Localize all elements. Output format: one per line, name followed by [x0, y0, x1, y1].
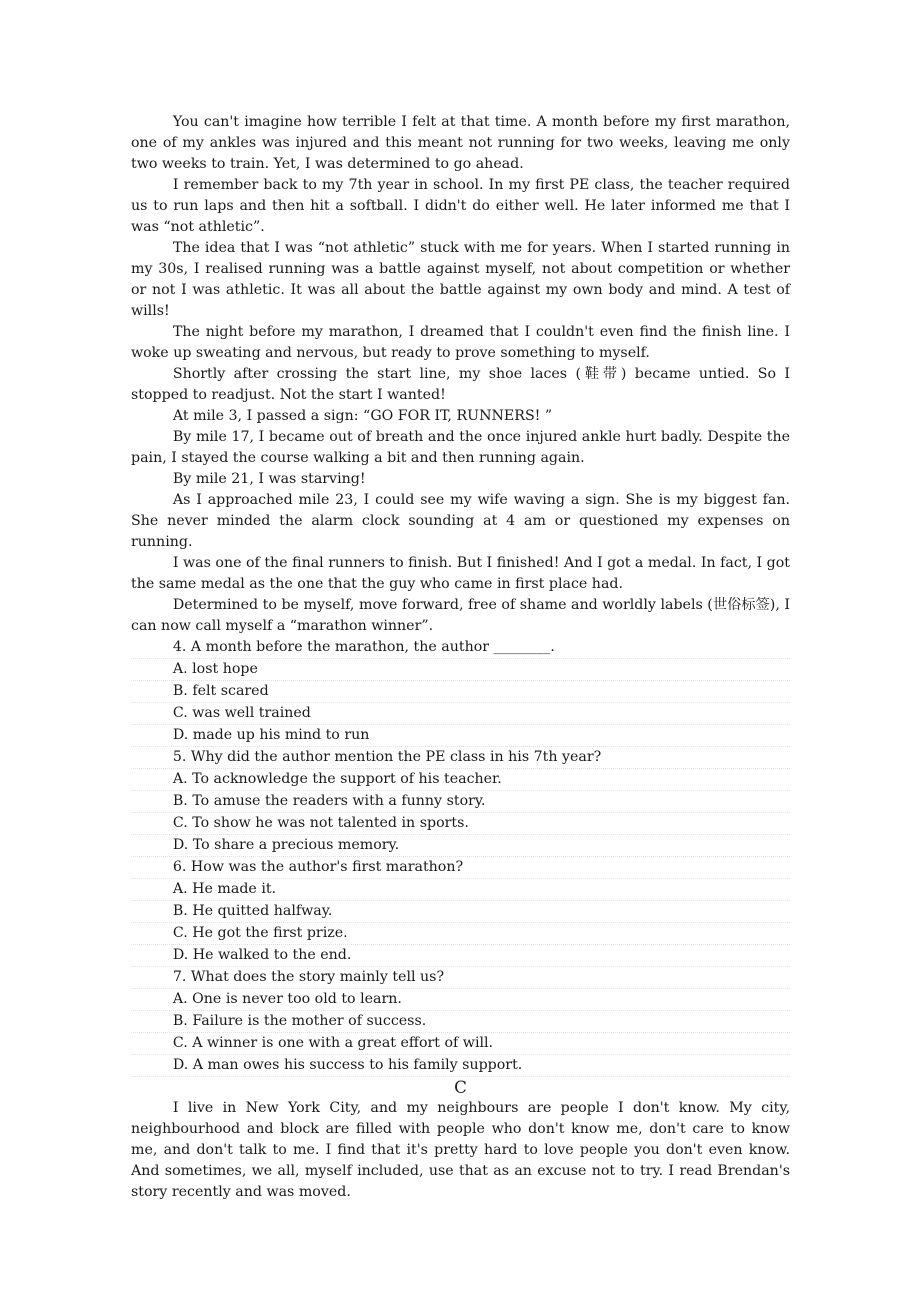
answer-option: D. To share a precious memory.: [131, 835, 790, 857]
answer-option: C. To show he was not talented in sports.: [131, 813, 790, 835]
passage-paragraph: You can't imagine how terrible I felt at that time. A month before my first marathon, one of my ankles was injured and this meant not running for two weeks, leaving me only two weeks to train. Yet, I was determined to go ahead.: [131, 114, 790, 172]
question-stem: 6. How was the author's first marathon?: [131, 857, 790, 879]
answer-option: B. Failure is the mother of success.: [131, 1011, 790, 1033]
answer-option: C. was well trained: [131, 703, 790, 725]
passage-paragraph: The idea that I was “not athletic” stuck with me for years. When I started running in my 30s, I realised running was a battle against myself, not about competition or whether or not I was athletic. It was all about the battle against my own body and mind. A test of wills!: [131, 240, 790, 319]
answer-option: A. lost hope: [131, 659, 790, 681]
question-7: [131, 967, 790, 1077]
passage-paragraph: I live in New York City, and my neighbours are people I don't know. My city, neighbourhood and block are filled with people who don't know me, don't care to know me, and don't talk to me. I find that it's pretty hard to love people you don't even know. And sometimes, we all, myself included, use that as an excuse not to try. I read Brendan's story recently and was moved.: [131, 1100, 790, 1200]
answer-option: A. One is never too old to learn.: [131, 989, 790, 1011]
passage-paragraph: By mile 21, I was starving!: [172, 471, 366, 487]
answer-option: D. A man owes his success to his family support.: [131, 1055, 790, 1077]
question-5: [131, 747, 790, 857]
question-4: [131, 637, 790, 747]
question-stem: 4. A month before the marathon, the author ________.: [131, 637, 790, 659]
section-heading: C: [454, 1078, 467, 1097]
passage-paragraph: I remember back to my 7th year in school. In my first PE class, the teacher required us to run laps and then hit a softball. I didn't do either well. He later informed me that I was “not athletic”.: [131, 177, 790, 235]
passage-paragraph: The night before my marathon, I dreamed that I couldn't even find the finish line. I woke up sweating and nervous, but ready to prove something to myself.: [131, 324, 790, 361]
answer-option: C. He got the first prize.: [131, 923, 790, 945]
question-6: [131, 857, 790, 967]
document-page: [131, 112, 790, 1203]
answer-option: D. He walked to the end.: [131, 945, 790, 967]
answer-option: A. He made it.: [131, 879, 790, 901]
question-stem: 5. Why did the author mention the PE class in his 7th year?: [131, 747, 790, 769]
answer-option: A. To acknowledge the support of his teacher.: [131, 769, 790, 791]
answer-option: B. He quitted halfway.: [131, 901, 790, 923]
passage-paragraph: As I approached mile 23, I could see my wife waving a sign. She is my biggest fan. She never minded the alarm clock sounding at 4 am or questioned my expenses on running.: [131, 492, 790, 550]
passage-paragraph: Determined to be myself, move forward, free of shame and worldly labels (世俗标签), I can now call myself a “marathon winner”.: [131, 597, 790, 634]
answer-option: B. To amuse the readers with a funny story.: [131, 791, 790, 813]
question-stem: 7. What does the story mainly tell us?: [131, 967, 790, 989]
answer-option: D. made up his mind to run: [131, 725, 790, 747]
answer-option: C. A winner is one with a great effort of will.: [131, 1033, 790, 1055]
passage-paragraph: I was one of the final runners to finish. But I finished! And I got a medal. In fact, I got the same medal as the one that the guy who came in first place had.: [131, 555, 790, 592]
answer-option: B. felt scared: [131, 681, 790, 703]
passage-paragraph: At mile 3, I passed a sign: “GO FOR IT, RUNNERS! ”: [172, 408, 553, 424]
passage-paragraph: Shortly after crossing the start line, my shoe laces (鞋带) became untied. So I stopped to readjust. Not the start I wanted!: [131, 366, 790, 403]
passage-paragraph: By mile 17, I became out of breath and the once injured ankle hurt badly. Despite the pain, I stayed the course walking a bit and then running again.: [131, 429, 790, 466]
